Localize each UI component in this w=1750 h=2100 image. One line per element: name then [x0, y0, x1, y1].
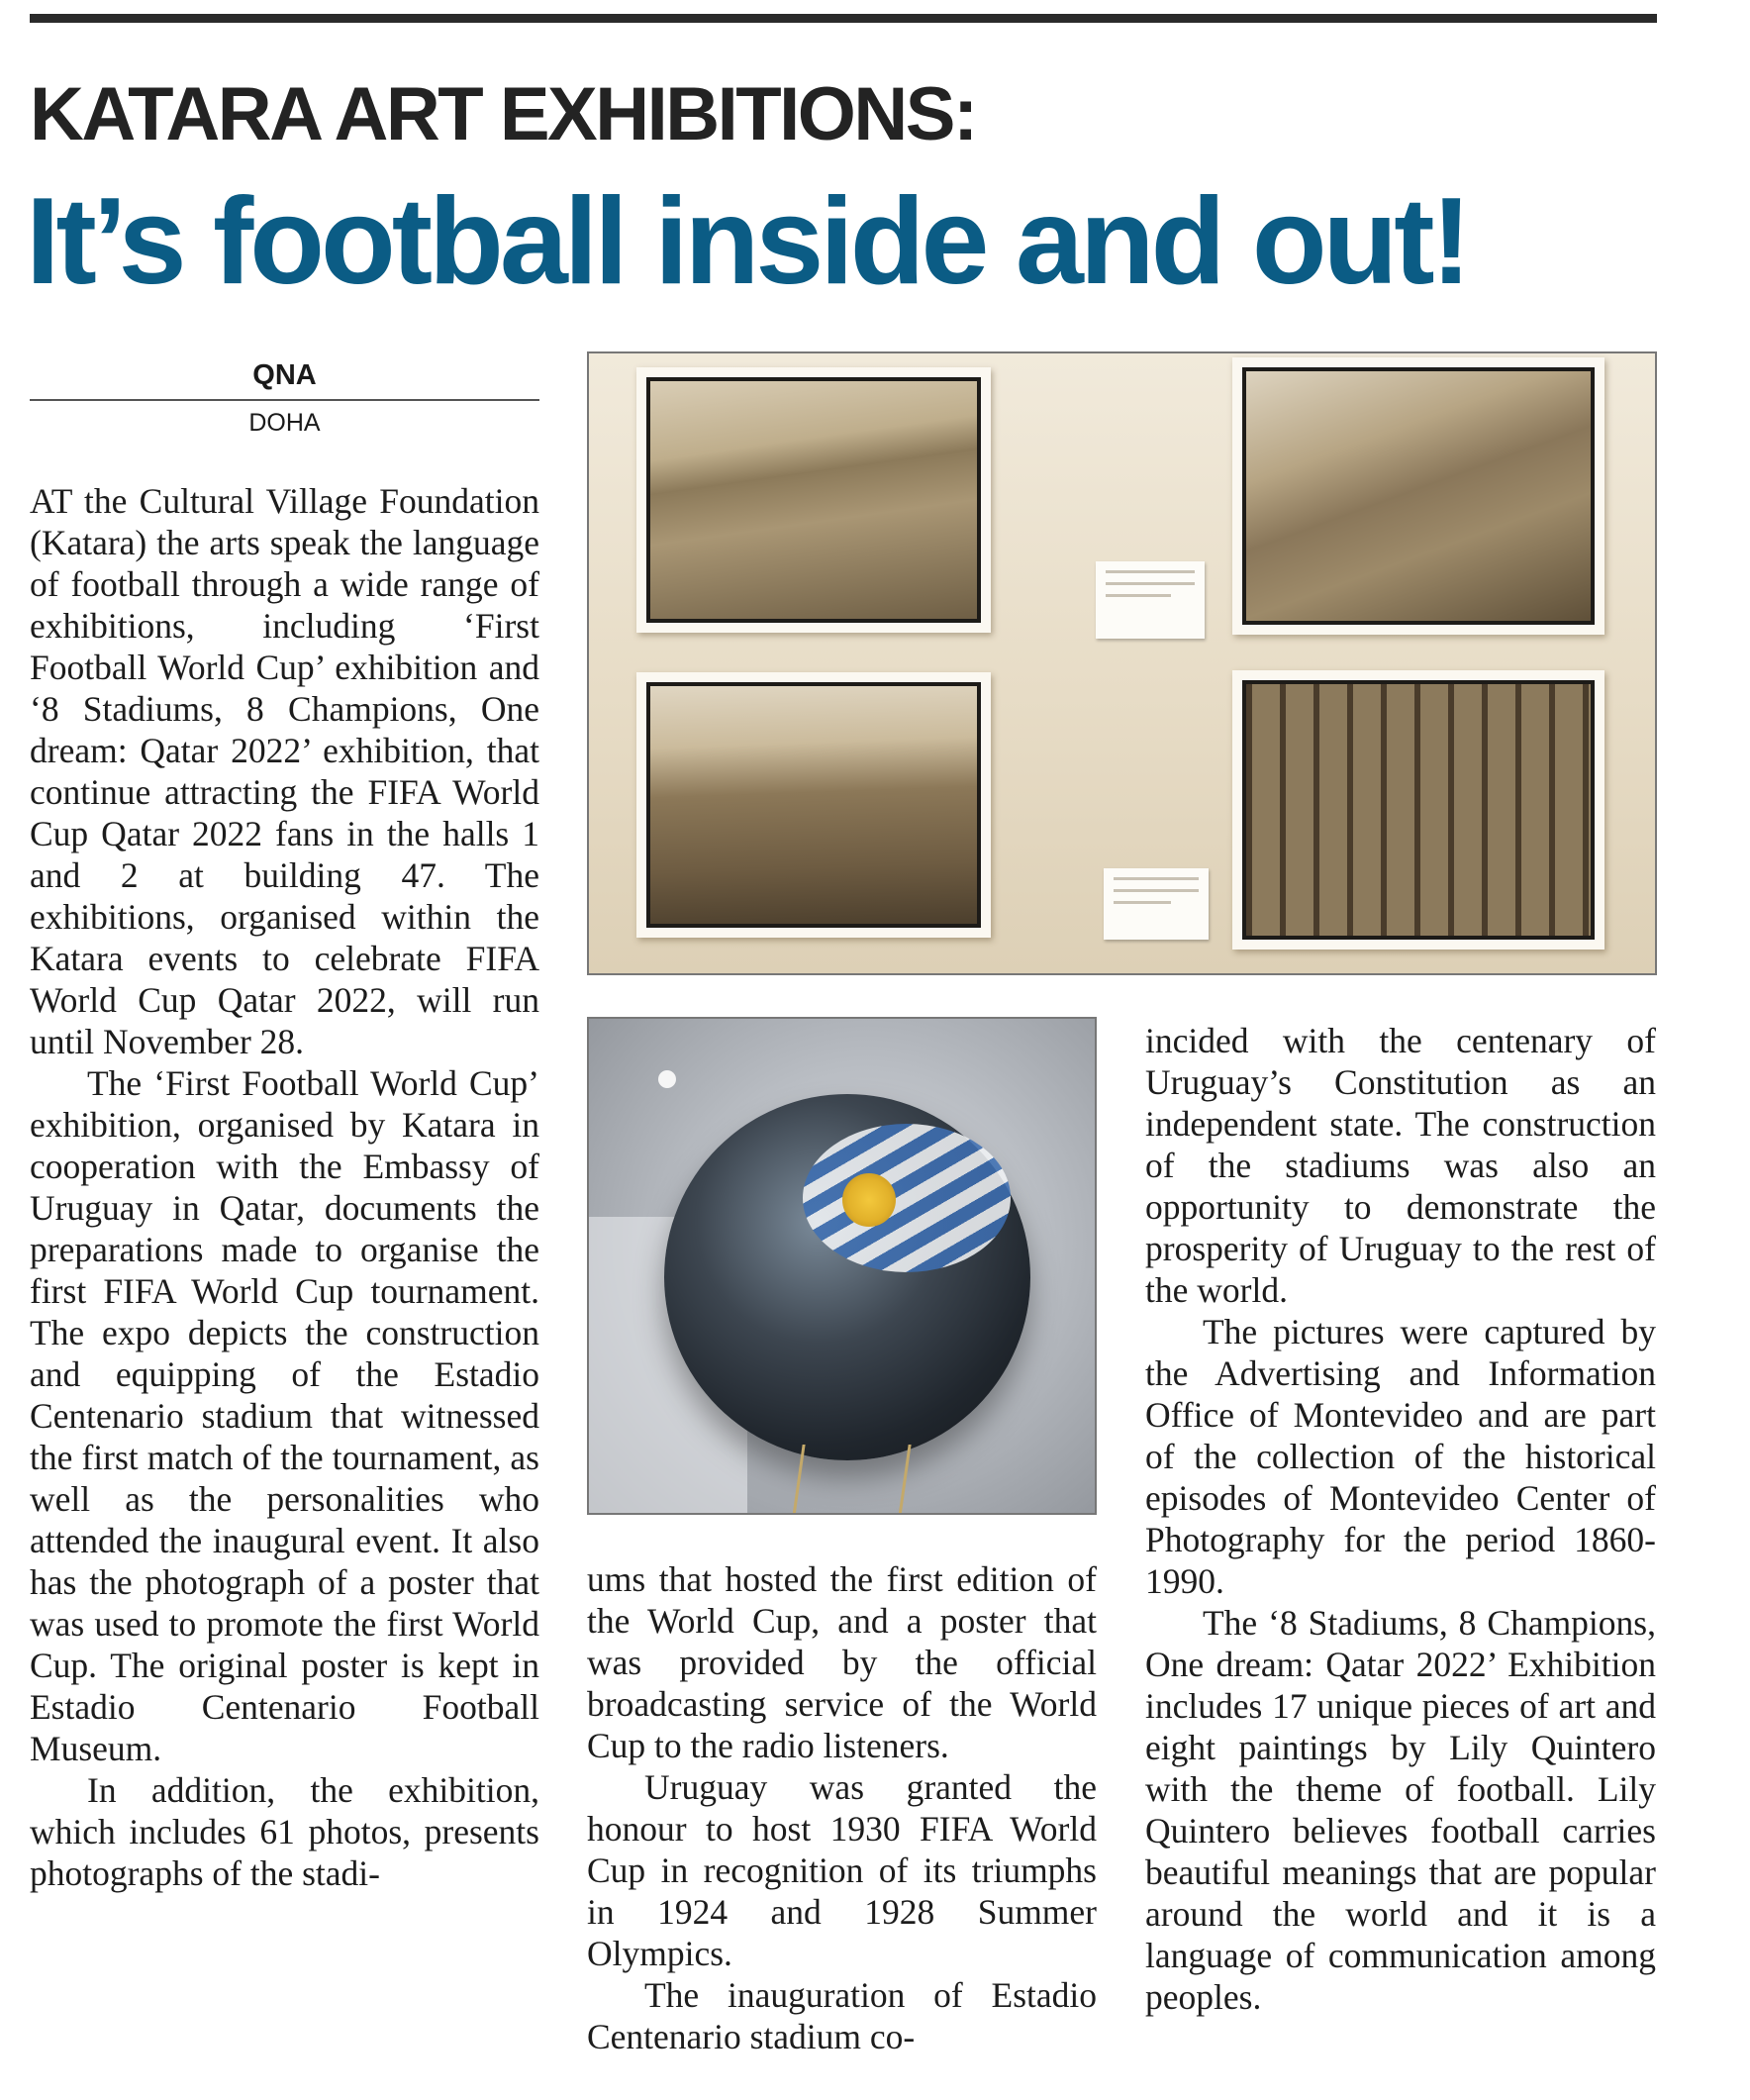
- framed-photo: [1232, 357, 1604, 635]
- paragraph: Uruguay was granted the honour to host 1930 FIFA World Cup in recognition of its triumphs in 1924 and 1928 Summer Olympics.: [587, 1767, 1097, 1973]
- painted-ball: [664, 1094, 1030, 1460]
- byline-rule: [30, 399, 539, 401]
- kicker: KATARA ART EXHIBITIONS:: [30, 72, 976, 156]
- top-rule: [30, 14, 1657, 23]
- paragraph: The ‘8 Stadiums, 8 Champions, One dream: Qatar 2022’ Exhibition includes 17 unique pieces of art and eight paintings by Lily Quintero with the theme of football. Lily Quintero believes football carries beautiful meanings that are popular around the world and it is a language of communication among peoples.: [1145, 1603, 1656, 2017]
- uruguay-flag-pattern: [803, 1124, 1011, 1272]
- column-2: [587, 1558, 1097, 2073]
- paragraph: ums that hosted the first edition of the World Cup, and a poster that was provided by the official broadcasting service of the World Cup to the radio listeners.: [587, 1559, 1097, 1765]
- light-spot: [658, 1070, 676, 1088]
- framed-photo: [636, 367, 991, 633]
- framed-photo: [636, 672, 991, 938]
- byline: [30, 361, 539, 436]
- sun-icon: [842, 1173, 896, 1227]
- ball-stand: [791, 1445, 911, 1515]
- paragraph: The pictures were captured by the Advertising and Information Office of Montevideo and are part of the collection of the historical episodes of Montevideo Center of Photography for the period 1860-1990.: [1145, 1312, 1656, 1601]
- column-3: [1145, 1020, 1656, 2074]
- paragraph: The ‘First Football World Cup’ exhibition, organised by Katara in cooperation with the Embassy of Uruguay in Qatar, documents the preparations made to organise the first FIFA World Cup tournament. The expo depicts the construction and equipping of the Estadio Centenario stadium that witnessed the first match of the tournament, as well as the personalities who attended the inaugural event. It also has the photograph of a poster that was used to promote the first World Cup. The original poster is kept in Estadio Centenario Football Museum.: [30, 1063, 539, 1768]
- framed-photo: [1232, 670, 1604, 950]
- caption-card: [1104, 868, 1209, 940]
- paragraph: AT the Cultural Village Foundation (Katara) the arts speak the language of football through a wide range of exhibitions, including ‘First Football World Cup’ exhibition and ‘8 Stadiums, 8 Champions, One dream: Qatar 2022’ exhibition, that continue attracting the FIFA World Cup Qatar 2022 fans in the halls 1 and 2 at building 47. The exhibitions, organised within the Katara events to celebrate FIFA World Cup Qatar 2022, will run until November 28.: [30, 481, 539, 1061]
- paragraph: incided with the centenary of Uruguay’s Constitution as an independent state. The construction of the stadiums was also an opportunity to demonstrate the prosperity of Uruguay to the rest of the world.: [1145, 1021, 1656, 1310]
- paragraph: In addition, the exhibition, which includes 61 photos, presents photographs of the stadi-: [30, 1770, 539, 1893]
- column-1: [30, 480, 539, 2074]
- caption-card: [1096, 561, 1205, 639]
- paragraph: The inauguration of Estadio Centenario stadium co-: [587, 1975, 1097, 2056]
- byline-place: DOHA: [248, 408, 321, 437]
- byline-agency: QNA: [252, 359, 317, 391]
- ball-photo: [587, 1017, 1097, 1515]
- gallery-photo: [587, 351, 1657, 975]
- headline: It’s football inside and out!: [26, 173, 1468, 310]
